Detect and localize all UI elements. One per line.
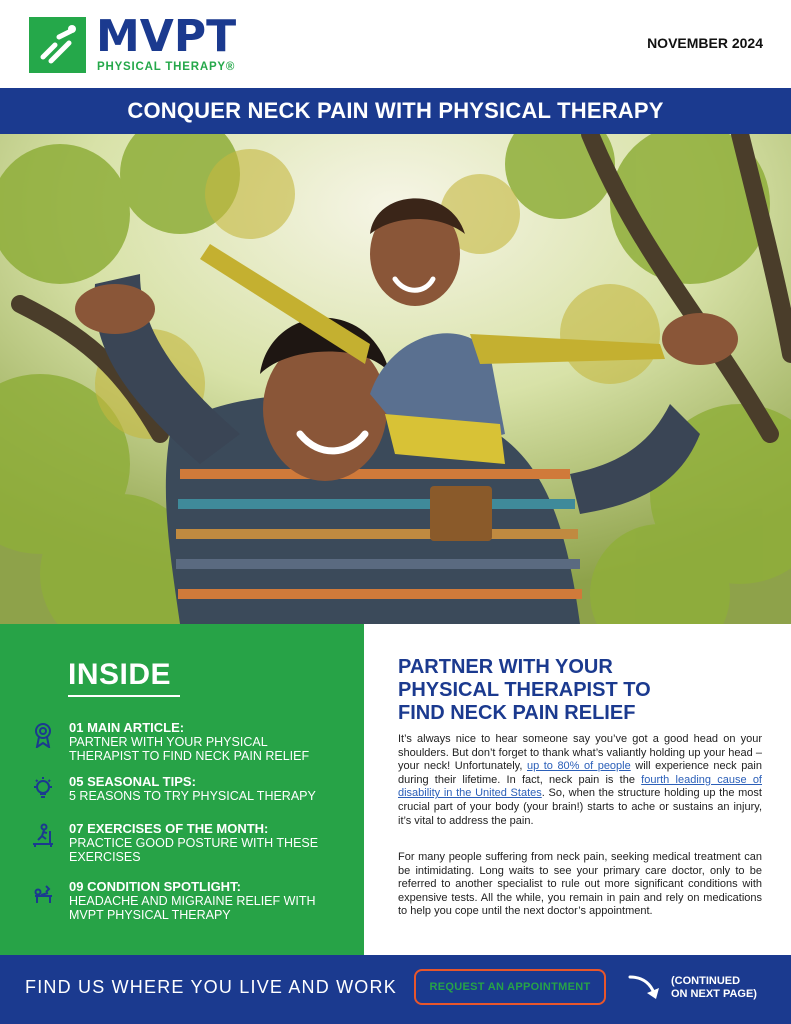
statistic-link[interactable]: up to 80% of people	[526, 760, 631, 773]
treadmill-icon	[32, 823, 54, 849]
lightbulb-icon	[32, 776, 54, 802]
inside-panel	[0, 624, 364, 955]
toc-description: PARTNER WITH YOUR PHYSICAL THERAPIST TO FIND NECK PAIN RELIEF	[69, 735, 310, 763]
toc-description: 5 REASONS TO TRY PHYSICAL THERAPY	[69, 789, 316, 803]
continued-note	[671, 975, 757, 1001]
award-ribbon-icon	[32, 722, 54, 748]
article-paragraph-2: For many people suffering from neck pain, seeking medical treatment can be intimidating. Long waits to see your primary care doctor, only to be referred to another specialist to rule out more significant conditions with expensive tests. All the while, you remain in pain and rely on medications to help you cope until the next doctor’s appointment.	[398, 851, 762, 918]
toc-heading: 01 MAIN ARTICLE:	[69, 720, 185, 735]
curved-arrow-icon	[628, 973, 664, 1001]
logo-wordmark: MVPT	[96, 11, 237, 62]
continued-line-2: ON NEXT PAGE)	[671, 988, 757, 1000]
toc-heading: 05 SEASONAL TIPS:	[69, 774, 196, 789]
continued-line-1: (CONTINUED	[671, 975, 741, 987]
paragraph-text: It’s always nice to hear someone say you’ve got a good head on your shoulders. But don’t forget to thank what’s valiantly holding up your head – your neck! Unfortunately,	[398, 733, 762, 773]
running-figure-logo-icon	[29, 17, 86, 73]
logo-subtitle: PHYSICAL THERAPY®	[97, 61, 236, 73]
request-appointment-button[interactable]: REQUEST AN APPOINTMENT	[414, 969, 606, 1005]
inside-divider	[68, 695, 180, 697]
inside-heading: INSIDE	[68, 658, 172, 691]
footer-bar	[0, 955, 791, 1024]
hero-photo	[0, 134, 791, 624]
issue-date: NOVEMBER 2024	[647, 35, 763, 51]
mvpt-logo[interactable]	[29, 11, 259, 77]
article-title: PARTNER WITH YOUR PHYSICAL THERAPIST TO FIND NECK PAIN RELIEF	[398, 656, 651, 724]
toc-description: PRACTICE GOOD POSTURE WITH THESE EXERCISES	[69, 836, 319, 864]
title-banner	[0, 88, 791, 134]
paragraph-text: will experience neck pain during their lifetime. In fact, neck pain is the	[398, 760, 762, 786]
treatment-table-icon	[32, 881, 54, 907]
toc-heading: 07 EXERCISES OF THE MONTH:	[69, 821, 269, 836]
footer-tagline: FIND US WHERE YOU LIVE AND WORK	[25, 977, 397, 997]
toc-heading: 09 CONDITION SPOTLIGHT:	[69, 879, 241, 894]
disability-cause-link[interactable]: fourth leading cause of disability in the United States	[398, 773, 762, 800]
article-paragraph-1	[398, 733, 762, 828]
page-title: CONQUER NECK PAIN WITH PHYSICAL THERAPY	[127, 98, 664, 123]
toc-description: HEADACHE AND MIGRAINE RELIEF WITH MVPT PHYSICAL THERAPY	[69, 894, 316, 922]
paragraph-text: . So, when the structure holding up the most crucial part of your body (your brain!) starts to ache or sustains an injury, it’s vital to address the pain.	[398, 787, 762, 827]
main-article	[364, 624, 791, 955]
